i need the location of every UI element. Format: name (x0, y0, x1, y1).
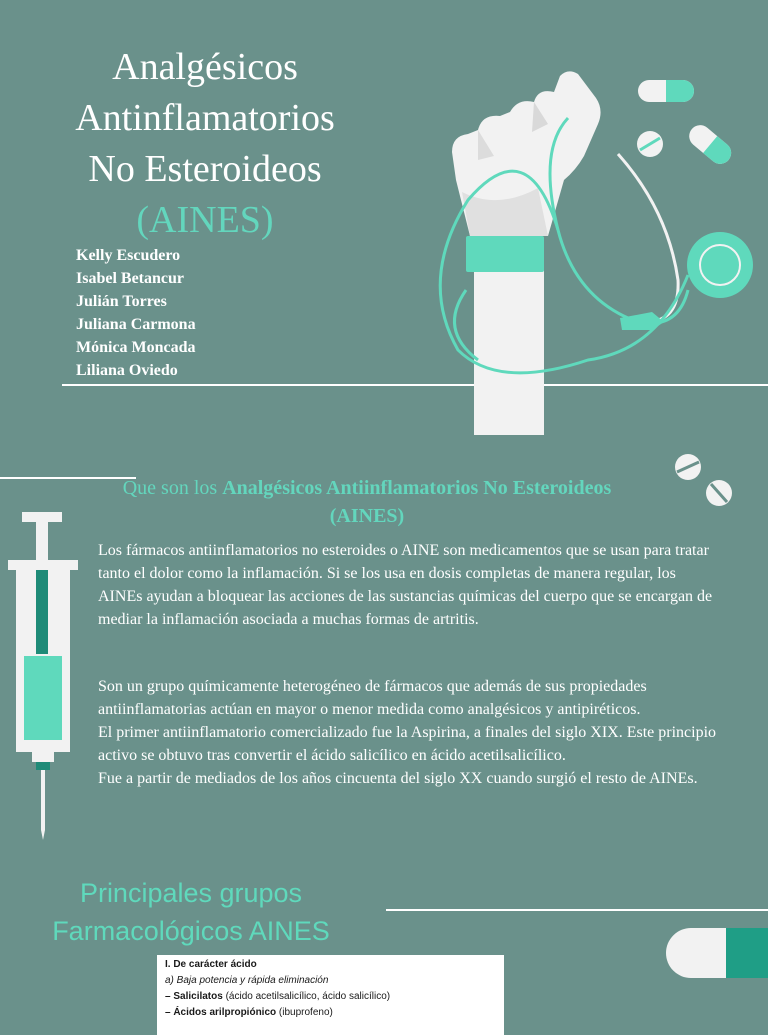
body-text-clip (90, 539, 730, 867)
table-row: I. De carácter ácido (165, 959, 257, 970)
divider-line (386, 909, 768, 911)
body-text (98, 539, 720, 790)
title-line-2: Antinflamatorios (75, 97, 335, 139)
presentation-title (30, 42, 380, 246)
drug-groups-table-image (157, 955, 504, 1035)
author-name: Kelly Escudero (76, 247, 181, 264)
groups-heading-line-1: Principales grupos (79, 878, 303, 908)
title-acronym: (AINES) (136, 199, 274, 241)
title-line-1: Analgésicos (112, 46, 298, 88)
pill-capsule-icon (630, 70, 740, 180)
author-list (76, 244, 196, 382)
paragraph: El primer antiinflamatorio comercializado fue la Aspirina, a finales del siglo XIX. Este principio activo se obtuvo tras convertir el ácido salicílico en ácido acetilsalicílico. (98, 724, 717, 764)
paragraph: Son un grupo químicamente heterogéneo de fármacos que además de sus propiedades antiinflamatorias actúan en mayor o menor medida como analgésicos y antipiréticos. (98, 678, 647, 718)
heading-prefix: Que son los (122, 477, 223, 499)
pill-capsule-icon (666, 928, 768, 978)
paragraph: Los fármacos antiinflamatorios no esteroides o AINE son medicamentos que se usan para tratar tanto el dolor como la inflamación. Si se los usa en dosis completas de manera regular, los AINEs ayudan a bloquear las acciones de las sustancias químicas del cuerpo que se encargan de mediar la inflamación asociada a muchas formas de artritis. (98, 542, 713, 628)
groups-heading-line-2: Farmacológicos AINES (52, 916, 330, 946)
heading-bold-term: Analgésicos Antiinflamatorios No Esteroideos (222, 477, 612, 499)
author-name: Julián Torres (76, 293, 167, 310)
author-name: Liliana Oviedo (76, 362, 178, 379)
paragraph: Fue a partir de mediados de los años cincuenta del siglo XX cuando surgió el resto de AINEs. (98, 770, 698, 787)
author-name: Isabel Betancur (76, 270, 184, 287)
section-heading (40, 474, 694, 530)
groups-heading (26, 874, 356, 950)
syringe-icon (6, 512, 80, 842)
table-row: – Salicilatos (ácido acetilsalicílico, ácido salicílico) (165, 991, 391, 1002)
heading-acronym: (AINES) (329, 505, 405, 527)
title-line-3: No Esteroideos (88, 148, 322, 190)
author-name: Juliana Carmona (76, 316, 196, 333)
table-row: – Ácidos arilpropiónico (ibuprofeno) (165, 1007, 333, 1018)
author-name: Mónica Moncada (76, 339, 196, 356)
table-row: a) Baja potencia y rápida eliminación (165, 975, 329, 986)
